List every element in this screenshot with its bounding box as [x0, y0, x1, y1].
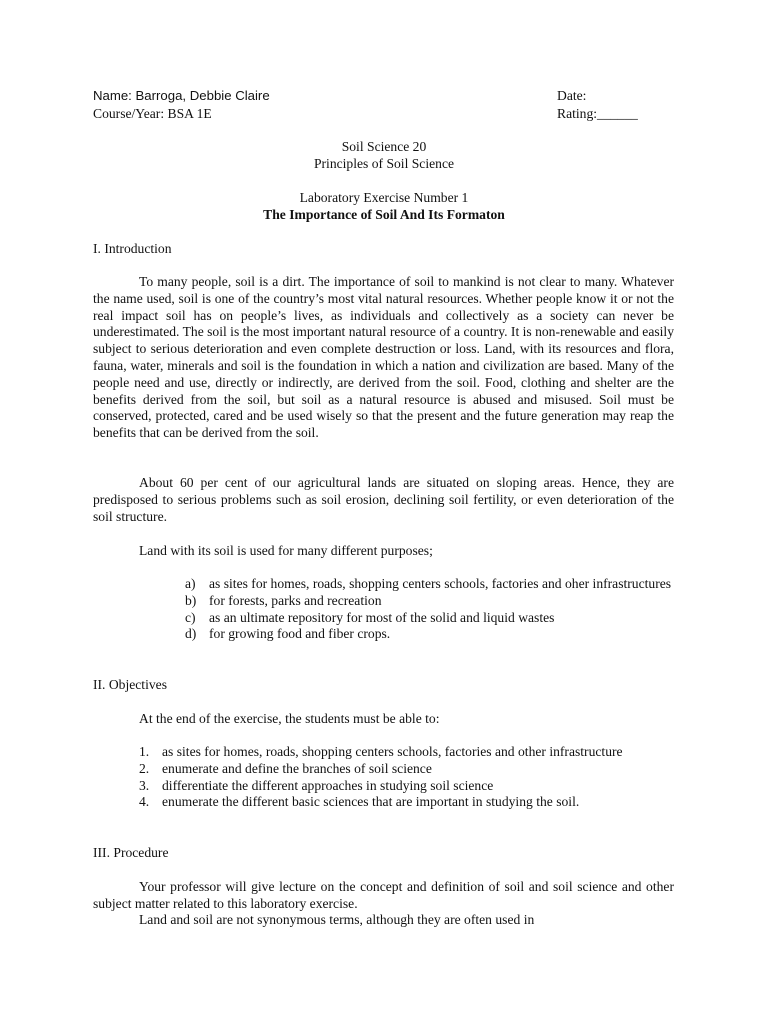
- section-heading-introduction: I. Introduction: [93, 241, 172, 256]
- objectives-lead-text: At the end of the exercise, the students must be able to:: [139, 711, 440, 726]
- section-heading-objectives: II. Objectives: [93, 677, 167, 692]
- procedure-paragraph-2: [93, 912, 674, 929]
- intro-paragraph-1-text: To many people, soil is a dirt. The importance of soil to mankind is not clear to many. Whatever the name used, soil is one of the country’s most vital natural resources. Whether people know it or not the real impact soil has on people’s lives, as individuals and collectively as a society can never be underestimated. The soil is the most important natural resource of a country. It is non-renewable and easily subject to serious deterioration and even complete destruction or loss. Land, with its resources and flora, fauna, water, minerals and soil is the foundation in which a nation and civilization are based. Many of the people need and use, directly or indirectly, are derived from the soil. Food, clothing and shelter are the benefits derived from the soil, but soil as a natural resource is abused and misused. Soil must be conserved, protected, cared and be used wisely so that the present and the future generation may reap the benefits that can be derived from the soil.: [93, 274, 674, 441]
- list-item-text: as an ultimate repository for most of the solid and liquid wastes: [209, 609, 555, 625]
- date-field: Date:: [557, 88, 587, 103]
- list-item-text: for forests, parks and recreation: [209, 592, 382, 608]
- objectives-list: [93, 744, 674, 811]
- list-item-text: enumerate the different basic sciences that are important in studying the soil.: [162, 794, 580, 810]
- list-item-text: as sites for homes, roads, shopping centers schools, factories and oher infrastructures: [209, 576, 672, 591]
- intro-paragraph-2: [93, 475, 674, 525]
- list-item: [93, 794, 674, 811]
- list-marker: 2.: [139, 760, 150, 776]
- section-heading-procedure: III. Procedure: [93, 845, 169, 860]
- intro-paragraph-1: [93, 274, 674, 442]
- list-item: [93, 610, 674, 627]
- exercise-number: Laboratory Exercise Number 1: [299, 190, 469, 205]
- exercise-topic: The Importance of Soil And Its Formaton: [263, 207, 505, 222]
- list-item-text: differentiate the different approaches in studying soil science: [162, 777, 494, 793]
- procedure-paragraph-2-text: Land and soil are not synonymous terms, although they are often used in: [139, 912, 535, 927]
- intro-paragraph-2-text: About 60 per cent of our agricultural lands are situated on sloping areas. Hence, they are predisposed to serious problems such as soil erosion, declining soil fertility, or even deterioration of the soil structure.: [93, 475, 674, 524]
- list-item: [93, 778, 674, 795]
- intro-paragraph-3: [93, 543, 674, 560]
- list-marker: 3.: [139, 777, 150, 793]
- list-marker: 1.: [139, 744, 150, 759]
- procedure-paragraph-1-text: Your professor will give lecture on the concept and definition of soil and soil science and other subject matter related to this laboratory exercise.: [93, 879, 674, 911]
- list-marker: d): [185, 626, 197, 642]
- intro-paragraph-3-text: Land with its soil is used for many different purposes;: [139, 543, 433, 558]
- student-name: Name: Barroga, Debbie Claire: [93, 88, 270, 103]
- course-year: Course/Year: BSA 1E: [93, 106, 212, 121]
- list-item-text: for growing food and fiber crops.: [209, 626, 391, 642]
- list-item-text: as sites for homes, roads, shopping centers schools, factories and other infrastructure: [162, 744, 623, 759]
- list-marker: a): [185, 576, 196, 591]
- procedure-paragraph-1: [93, 879, 674, 913]
- list-item: [93, 576, 674, 593]
- objectives-lead: [93, 711, 674, 728]
- list-item: [93, 744, 674, 761]
- list-item: [93, 626, 674, 643]
- course-subtitle: Principles of Soil Science: [313, 156, 455, 171]
- list-marker: b): [185, 592, 197, 608]
- list-marker: 4.: [139, 794, 150, 810]
- land-uses-list: [93, 576, 674, 643]
- list-marker: c): [185, 609, 196, 625]
- list-item: [93, 593, 674, 610]
- rating-field: Rating:______: [557, 106, 638, 121]
- list-item: [93, 761, 674, 778]
- course-title: Soil Science 20: [341, 139, 427, 154]
- list-item-text: enumerate and define the branches of soil science: [162, 760, 432, 776]
